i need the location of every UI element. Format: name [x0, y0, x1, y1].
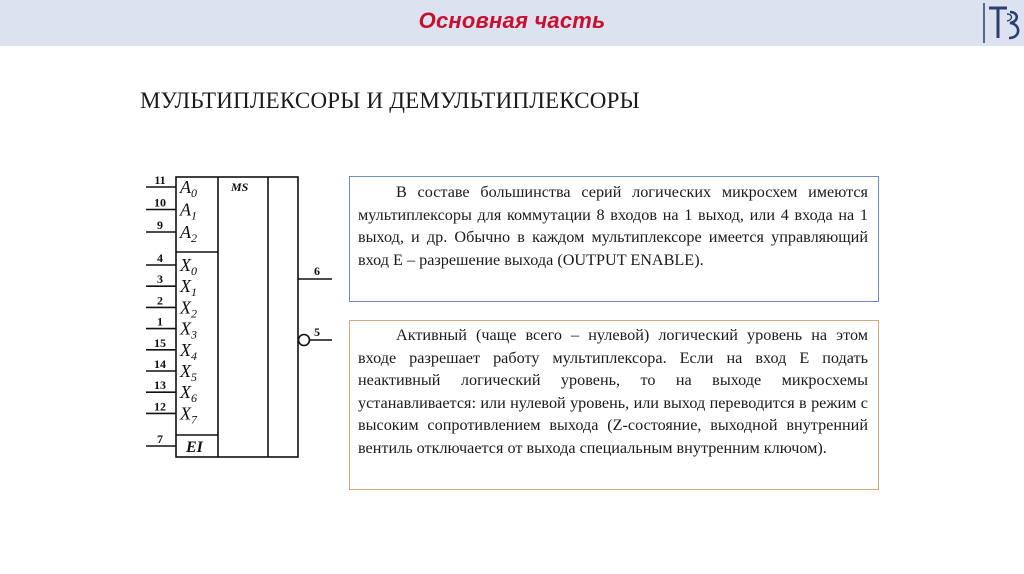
data-input-6-pin-number: 13 — [154, 378, 166, 393]
data-input-0-pin-number: 4 — [157, 251, 163, 265]
address-input-1-pin-number: 10 — [154, 195, 166, 210]
block-label: MS — [231, 180, 249, 194]
data-input-7-label: $X_7$ — [180, 403, 197, 427]
data-input-5-pin-number: 14 — [154, 357, 166, 371]
data-input-7-pin-number: 12 — [154, 399, 166, 414]
address-input-0-pin-number: 11 — [154, 173, 166, 187]
data-input-3-label: $X_3$ — [180, 318, 197, 342]
data-input-5-label: $X_5$ — [180, 361, 197, 384]
data-input-4-pin-number: 15 — [154, 335, 166, 350]
address-input-1-label: $A_1$ — [180, 199, 197, 223]
paragraph-output-enable: В составе большинства серий логических микросхем имеются мультиплексоры для коммутации 8 входов на 1 выход, или 4 входа на 1 выход, и др. Обычно в каждом мультиплексоре имеется управляющий вход Е – разрешение выхода (OUTPUT ENABLE). — [358, 183, 868, 269]
data-input-6-label: $X_6$ — [180, 382, 197, 406]
address-input-0-label: $A_0$ — [180, 177, 197, 200]
slide-title: МУЛЬТИПЛЕКСОРЫ И ДЕМУЛЬТИПЛЕКСОРЫ — [140, 88, 640, 113]
multiplexer-diagram — [144, 170, 334, 470]
data-input-1-pin-number: 3 — [157, 272, 163, 287]
output-1-pin-number: 5 — [314, 325, 320, 339]
address-input-2-label: $A_2$ — [180, 222, 197, 245]
enable-input-label: EI — [186, 439, 203, 456]
data-input-2-pin-number: 2 — [157, 293, 163, 308]
header-title: Основная часть — [418, 8, 606, 33]
output-0-pin-number: 6 — [314, 264, 320, 278]
text-box-active-level — [349, 320, 879, 490]
text-box-output-enable — [349, 176, 879, 302]
output-1-inversion-bubble — [299, 335, 310, 346]
data-input-4-label: $X_4$ — [180, 339, 197, 363]
data-input-0-label: $X_0$ — [180, 255, 197, 278]
data-input-1-label: $X_1$ — [180, 276, 197, 300]
address-input-2-pin-number: 9 — [157, 218, 163, 232]
data-input-2-label: $X_2$ — [180, 297, 197, 321]
data-input-3-pin-number: 1 — [157, 314, 163, 329]
paragraph-active-level: Активный (чаще всего – нулевой) логический уровень на этом входе разрешает работу мультиплексора. Если на вход Е подать неактивный логический уровень, то на выходе микросхемы устанавливается: или нулевой уровень, или выход переводится в режим с высоким сопротивлением выхода (Z-состояние, выходной внутренний вентиль отключается от выхода специальным внутренним ключом). — [358, 326, 868, 457]
enable-input-pin-number: 7 — [157, 432, 163, 446]
university-logo-icon — [983, 2, 1023, 44]
